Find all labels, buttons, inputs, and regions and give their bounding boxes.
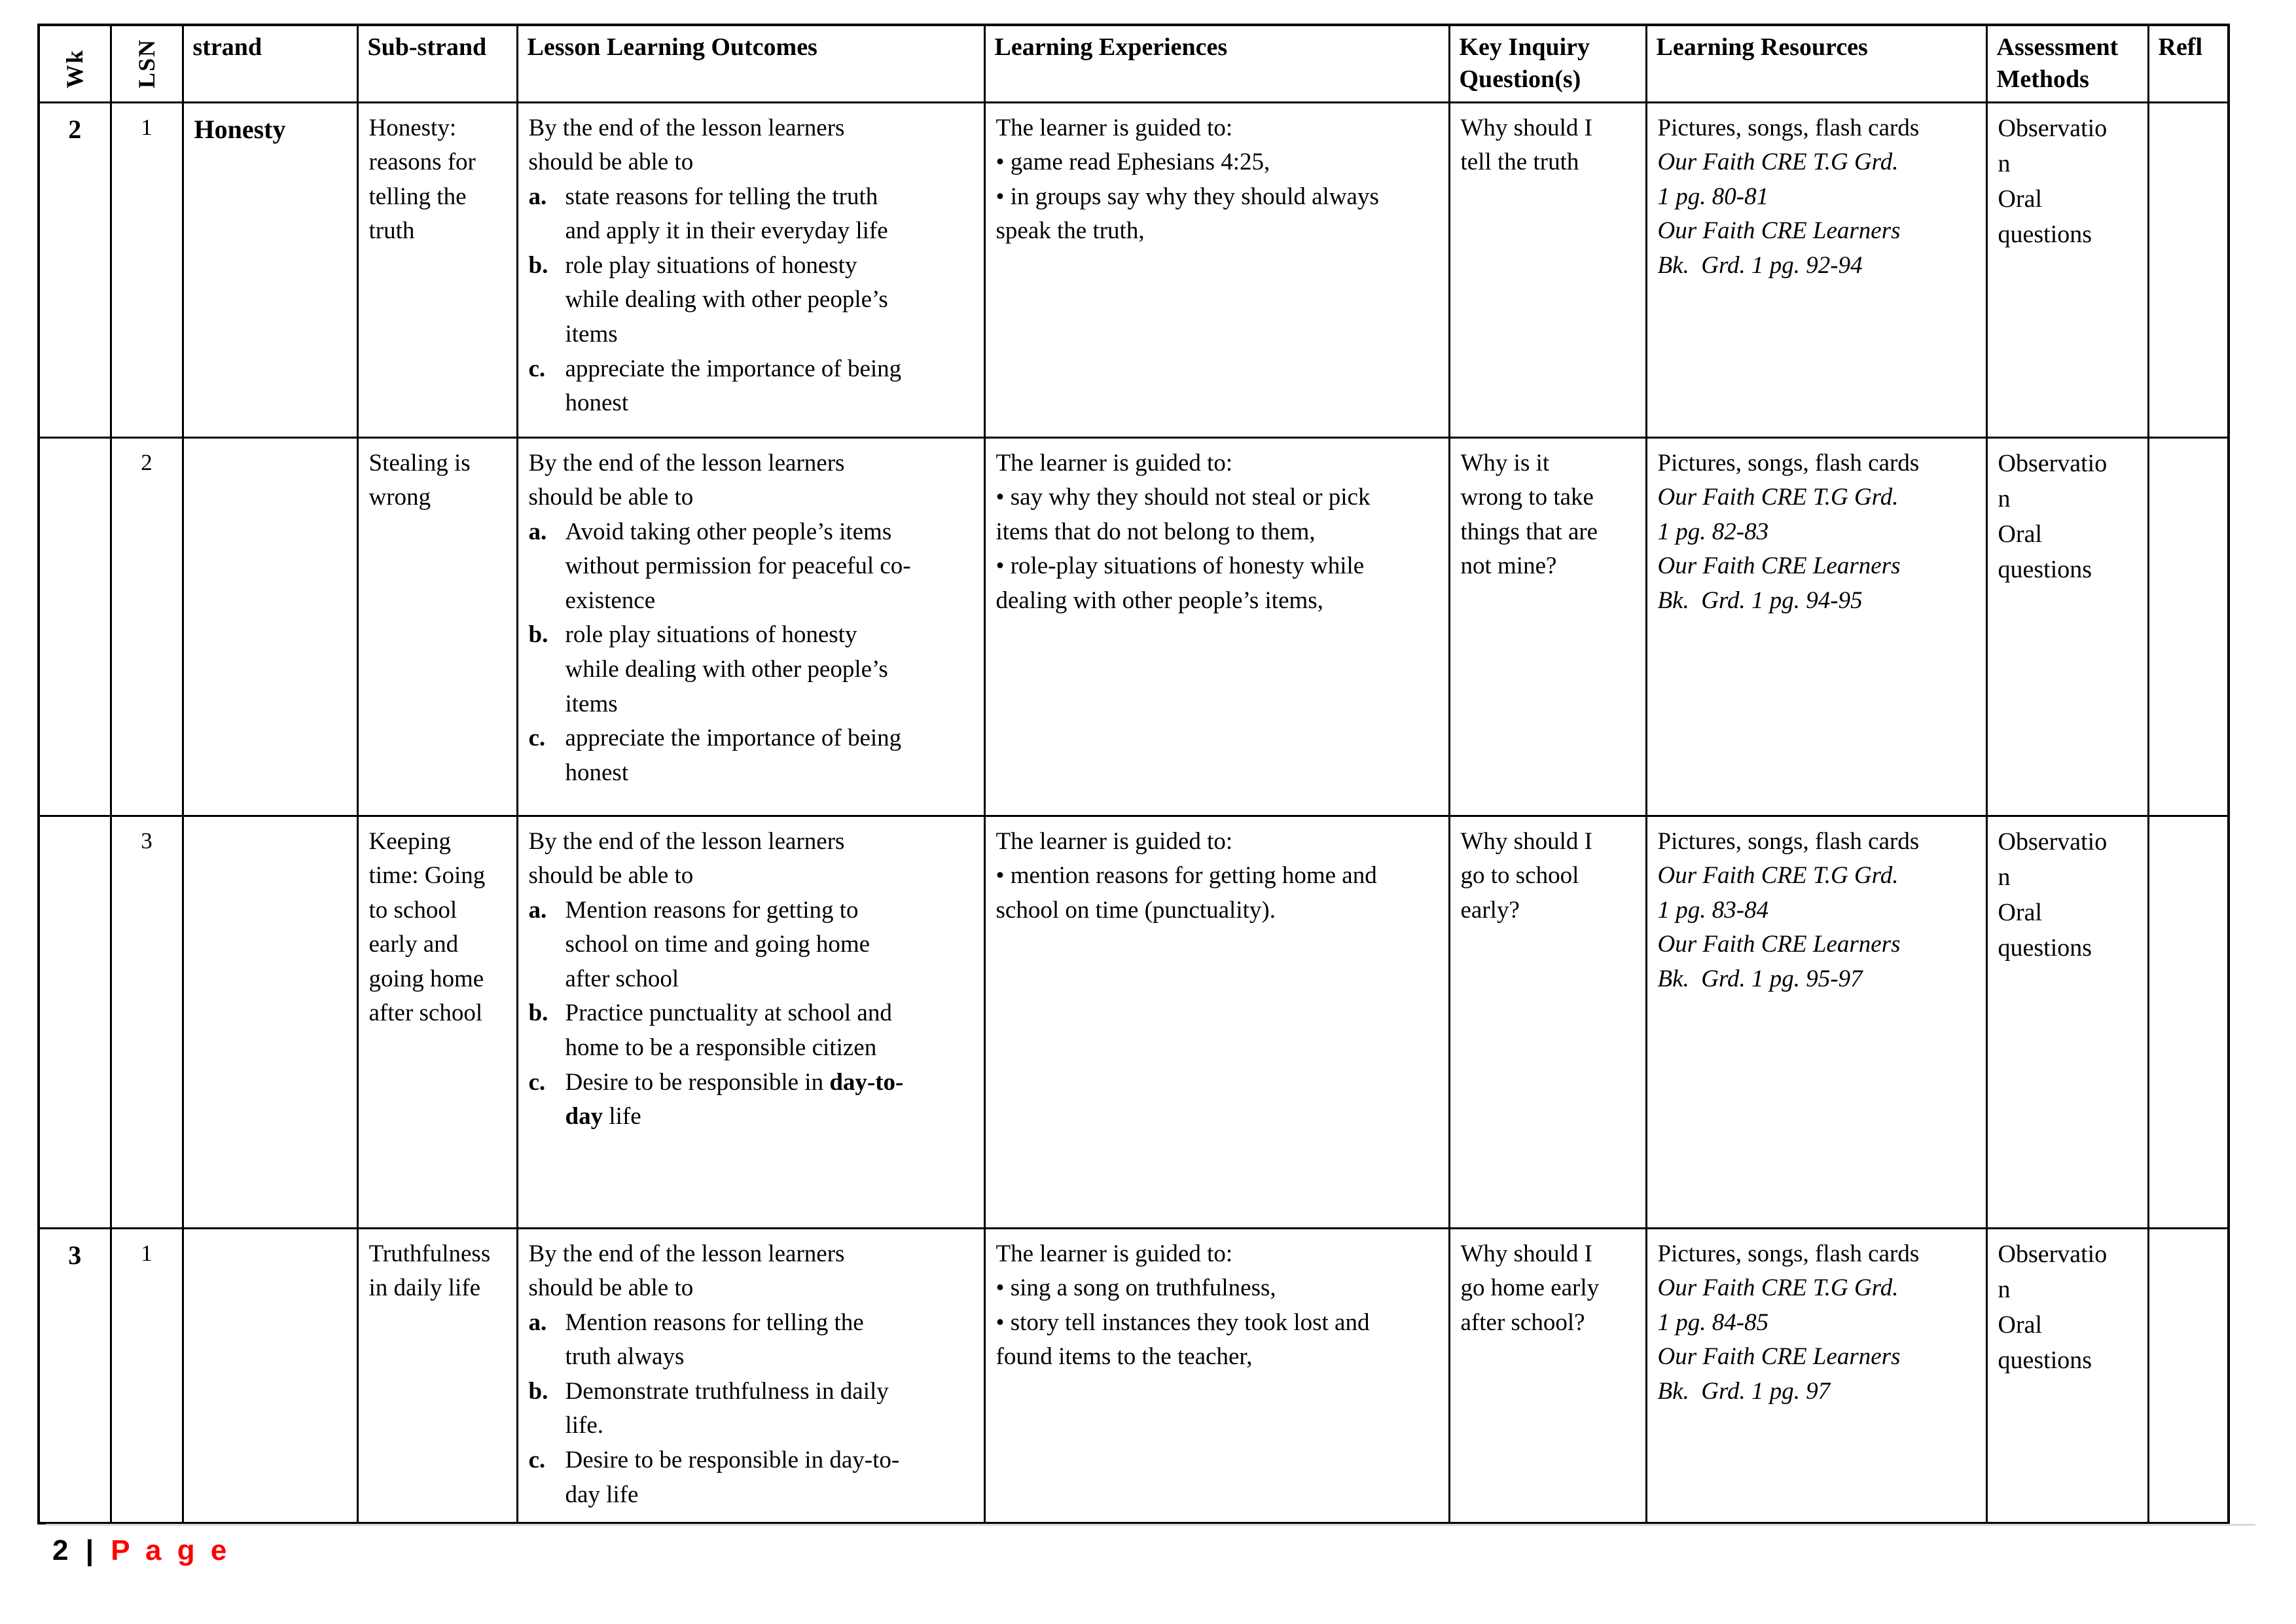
strand-name: Honesty	[194, 114, 286, 144]
experiences-intro: The learner is guided to:	[996, 827, 1233, 855]
experience-bullet: • role-play situations of honesty while dealing with other people’s items,	[996, 552, 1365, 614]
week-number: 2	[68, 114, 82, 144]
experiences-cell	[984, 102, 1449, 437]
table-row	[39, 1228, 2229, 1523]
sub-strand-cell	[357, 437, 517, 816]
assessment-line: Observation	[1998, 827, 2108, 891]
outcome-text-segment: Demonstrate truthfulness in daily life.	[565, 1377, 889, 1439]
header-row	[39, 25, 2229, 102]
header-lsn-label: LSN	[133, 39, 160, 89]
outcome-letter: a.	[528, 1308, 547, 1336]
header-wk	[39, 25, 111, 102]
header-outcomes-label: Lesson Learning Outcomes	[527, 33, 817, 61]
outcome-letter: c.	[528, 355, 546, 382]
experience-bullet: • sing a song on truthfulness,	[996, 1274, 1276, 1302]
resources-materials: Pictures, songs, flash cards	[1657, 1240, 1920, 1267]
resource-reference: Our Faith CRE T.G Grd.	[1657, 1274, 1899, 1302]
outcome-item	[529, 180, 912, 249]
header-strand	[183, 25, 357, 102]
experiences-intro: The learner is guided to:	[996, 1240, 1233, 1267]
outcome-letter: a.	[528, 518, 547, 545]
outcome-text-segment: Practice punctuality at school and home to be a responsible citizen	[565, 1000, 892, 1061]
outcome-bold-text: day-to-day	[565, 1068, 904, 1130]
strand-cell	[183, 816, 357, 1228]
lsn-cell	[111, 1228, 183, 1523]
header-strand-label: strand	[192, 33, 262, 61]
outcome-item	[529, 996, 912, 1065]
outcome-text	[565, 1066, 912, 1134]
footer-separator-glyph: |	[85, 1534, 94, 1566]
experiences-intro: The learner is guided to:	[996, 449, 1233, 477]
outcome-item	[529, 352, 912, 421]
resources-cell	[1646, 816, 1986, 1228]
refl-cell	[2148, 102, 2229, 437]
wk-cell	[39, 102, 111, 437]
assessment-line: Oral questions	[1998, 1310, 2092, 1374]
header-key-inquiry-label: Key Inquiry Question(s)	[1459, 33, 1590, 94]
key-inquiry-cell	[1449, 1228, 1646, 1523]
resource-reference: Our Faith CRE T.G Grd.	[1657, 484, 1899, 511]
outcomes-intro: By the end of the lesson learners should be able to	[528, 1240, 845, 1302]
wk-cell	[39, 816, 111, 1228]
key-inquiry-text: Why should I tell the truth	[1460, 114, 1592, 176]
sub-strand-text: Honesty: reasons for telling the truth	[368, 114, 476, 245]
outcome-text-segment: Mention reasons for getting to school on time and going home after school	[565, 896, 870, 992]
outcomes-cell	[517, 816, 984, 1228]
assessment-cell	[1986, 437, 2148, 816]
outcome-text	[565, 352, 912, 421]
resources-materials: Pictures, songs, flash cards	[1657, 114, 1920, 141]
resources-cell	[1646, 1228, 1986, 1523]
week-number: 3	[68, 1240, 82, 1270]
outcome-letter: a.	[528, 896, 547, 924]
assessment-line: Oral questions	[1998, 185, 2092, 248]
experiences-cell	[984, 437, 1449, 816]
outcome-item	[529, 1443, 912, 1512]
header-resources-label: Learning Resources	[1656, 33, 1868, 61]
header-sub-strand	[357, 25, 517, 102]
lesson-number: 2	[141, 449, 152, 475]
resource-reference: Bk. Grd. 1 pg. 94-95	[1657, 586, 1863, 614]
key-inquiry-cell	[1449, 816, 1646, 1228]
resource-reference: Our Faith CRE Learners	[1657, 217, 1901, 245]
outcome-letter: c.	[528, 1068, 546, 1096]
assessment-methods-text	[1998, 111, 2111, 253]
footer-page-number: 2	[52, 1534, 69, 1566]
sub-strand-cell	[357, 816, 517, 1228]
resource-reference: 1 pg. 84-85	[1657, 1308, 1769, 1336]
footer-page-label: P a g e	[111, 1534, 231, 1566]
assessment-methods-text	[1998, 446, 2111, 588]
header-wk-label: Wk	[61, 49, 88, 89]
page-footer	[52, 1534, 230, 1567]
outcomes-intro: By the end of the lesson learners should be able to	[528, 114, 845, 176]
wk-cell	[39, 437, 111, 816]
outcome-text	[565, 893, 912, 997]
table-body	[39, 102, 2229, 1523]
footer-separator-line	[46, 1524, 2255, 1526]
assessment-line: Observation	[1998, 1240, 2108, 1303]
resource-reference: Our Faith CRE Learners	[1657, 552, 1901, 580]
assessment-cell	[1986, 816, 2148, 1228]
experiences-intro: The learner is guided to:	[996, 114, 1233, 141]
header-assessment-label: Assessment Methods	[1996, 33, 2119, 94]
sub-strand-text: Stealing is wrong	[368, 449, 471, 511]
refl-cell	[2148, 1228, 2229, 1523]
assessment-line: Oral questions	[1998, 520, 2092, 583]
assessment-cell	[1986, 102, 2148, 437]
outcome-text-segment: state reasons for telling the truth and apply it in their everyday life	[565, 183, 888, 245]
resource-reference: 1 pg. 82-83	[1657, 518, 1769, 545]
outcome-text-segment: role play situations of honesty while dealing with other people’s items	[565, 251, 888, 348]
assessment-methods-text	[1998, 825, 2111, 966]
header-experiences	[984, 25, 1449, 102]
outcome-item	[529, 515, 912, 619]
outcome-text-segment: appreciate the importance of being honest	[565, 725, 902, 786]
assessment-line: Observation	[1998, 114, 2108, 177]
experience-bullet: • in groups say why they should always speak the truth,	[996, 183, 1379, 245]
outcome-text-segment: Desire to be responsible in day-to-day life	[565, 1446, 900, 1508]
outcome-letter: c.	[528, 1446, 546, 1473]
strand-cell	[183, 102, 357, 437]
scheme-of-work-table	[37, 24, 2230, 1525]
header-sub-strand-label: Sub-strand	[367, 33, 487, 61]
resources-materials: Pictures, songs, flash cards	[1657, 449, 1920, 477]
key-inquiry-text: Why should I go to school early?	[1460, 827, 1592, 924]
outcome-item	[529, 618, 912, 721]
wk-cell	[39, 1228, 111, 1523]
lesson-number: 1	[141, 1240, 152, 1266]
outcome-letter: b.	[528, 1377, 548, 1405]
outcome-text	[565, 1375, 912, 1443]
header-assessment	[1986, 25, 2148, 102]
outcome-text	[565, 996, 912, 1065]
outcome-letter: a.	[528, 183, 547, 210]
outcome-text-segment: role play situations of honesty while dealing with other people’s items	[565, 621, 888, 717]
resources-cell	[1646, 102, 1986, 437]
experience-bullet: • mention reasons for getting home and school on time (punctuality).	[996, 862, 1377, 924]
resource-reference: Bk. Grd. 1 pg. 95-97	[1657, 965, 1863, 992]
header-key-inquiry	[1449, 25, 1646, 102]
lsn-cell	[111, 816, 183, 1228]
outcome-text	[565, 1306, 912, 1375]
resources-materials: Pictures, songs, flash cards	[1657, 827, 1920, 855]
assessment-line: Oral questions	[1998, 898, 2092, 962]
resource-reference: Bk. Grd. 1 pg. 97	[1657, 1377, 1831, 1405]
key-inquiry-text: Why should I go home early after school?	[1460, 1240, 1600, 1336]
resource-reference: Our Faith CRE Learners	[1657, 1343, 1901, 1371]
outcome-item	[529, 249, 912, 352]
outcome-letter: b.	[528, 1000, 548, 1027]
outcomes-cell	[517, 437, 984, 816]
resource-reference: 1 pg. 83-84	[1657, 896, 1769, 924]
experiences-cell	[984, 816, 1449, 1228]
outcome-letter: b.	[528, 621, 548, 649]
lesson-number: 1	[141, 114, 152, 140]
header-refl-label: Refl	[2158, 33, 2203, 61]
table-row	[39, 102, 2229, 437]
resources-cell	[1646, 437, 1986, 816]
strand-cell	[183, 1228, 357, 1523]
lsn-cell	[111, 102, 183, 437]
outcome-item	[529, 1306, 912, 1375]
outcome-item	[529, 721, 912, 790]
assessment-methods-text	[1998, 1237, 2111, 1379]
resource-reference: Bk. Grd. 1 pg. 92-94	[1657, 251, 1863, 279]
outcome-text-segment: appreciate the importance of being honest	[565, 355, 902, 417]
sub-strand-cell	[357, 1228, 517, 1523]
experiences-cell	[984, 1228, 1449, 1523]
outcome-text	[565, 721, 912, 790]
header-resources	[1646, 25, 1986, 102]
outcome-text	[565, 1443, 912, 1512]
key-inquiry-cell	[1449, 437, 1646, 816]
header-experiences-label: Learning Experiences	[994, 33, 1228, 61]
outcome-text-segment: Desire to be responsible in	[565, 1068, 830, 1096]
outcome-text-segment: Avoid taking other people’s items without permission for peaceful co-existence	[565, 518, 911, 614]
refl-cell	[2148, 816, 2229, 1228]
assessment-cell	[1986, 1228, 2148, 1523]
outcome-text	[565, 180, 912, 249]
lsn-cell	[111, 437, 183, 816]
table-row	[39, 437, 2229, 816]
experience-bullet: • game read Ephesians 4:25,	[996, 149, 1270, 176]
outcomes-intro: By the end of the lesson learners should be able to	[528, 449, 845, 511]
outcomes-intro: By the end of the lesson learners should be able to	[528, 827, 845, 890]
outcome-item	[529, 1066, 912, 1134]
sub-strand-cell	[357, 102, 517, 437]
outcome-text	[565, 249, 912, 352]
outcome-letter: c.	[528, 725, 546, 752]
resource-reference: Our Faith CRE T.G Grd.	[1657, 149, 1899, 176]
outcome-letter: b.	[528, 251, 548, 279]
experience-bullet: • story tell instances they took lost and found items to the teacher,	[996, 1308, 1370, 1371]
strand-cell	[183, 437, 357, 816]
refl-cell	[2148, 437, 2229, 816]
header-lsn	[111, 25, 183, 102]
lesson-number: 3	[141, 827, 152, 854]
resource-reference: Our Faith CRE T.G Grd.	[1657, 862, 1899, 890]
assessment-line: Observation	[1998, 449, 2108, 513]
sub-strand-text: Keeping time: Going to school early and going home after school	[368, 827, 486, 1027]
outcome-item	[529, 893, 912, 997]
header-outcomes	[517, 25, 984, 102]
outcomes-cell	[517, 102, 984, 437]
header-refl	[2148, 25, 2229, 102]
outcomes-cell	[517, 1228, 984, 1523]
outcome-text-segment: Mention reasons for telling the truth always	[565, 1308, 864, 1371]
outcome-text	[565, 618, 912, 721]
sub-strand-text: Truthfulness in daily life	[368, 1240, 491, 1302]
table-row	[39, 816, 2229, 1228]
key-inquiry-text: Why is it wrong to take things that are not mine?	[1460, 449, 1598, 580]
outcome-item	[529, 1375, 912, 1443]
resource-reference: Our Faith CRE Learners	[1657, 931, 1901, 958]
experience-bullet: • say why they should not steal or pick items that do not belong to them,	[996, 484, 1371, 545]
outcome-text	[565, 515, 912, 619]
resource-reference: 1 pg. 80-81	[1657, 183, 1769, 210]
key-inquiry-cell	[1449, 102, 1646, 437]
outcome-text-segment: life	[603, 1103, 641, 1130]
